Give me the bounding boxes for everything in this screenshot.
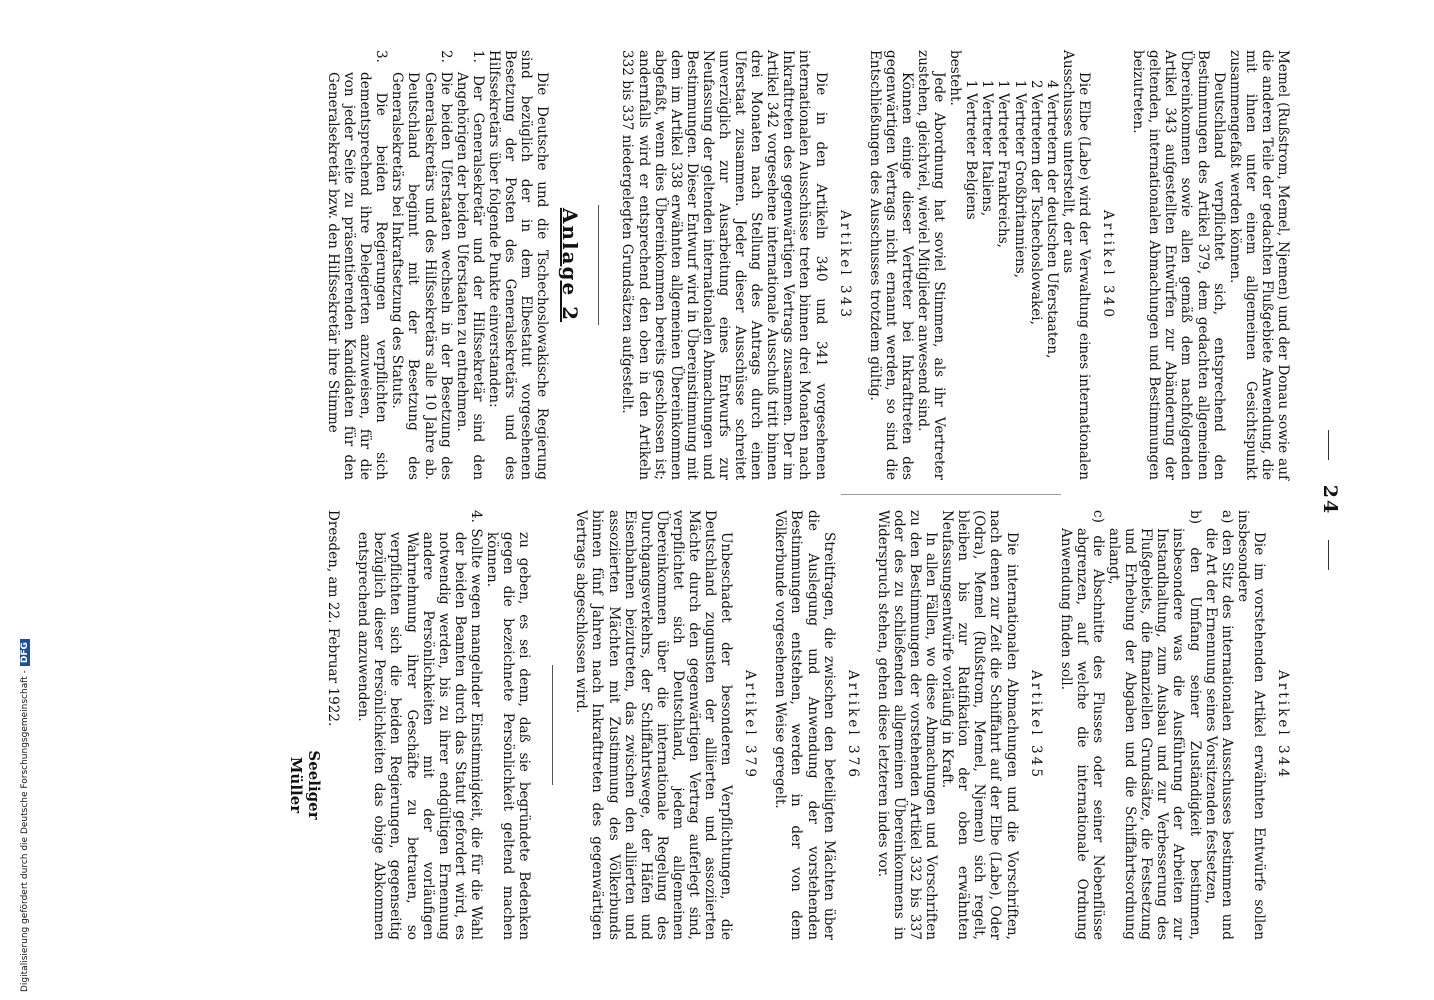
signer-name: Seeliger xyxy=(305,750,324,820)
article-344-item-b: b) den Umfang seiner Zuständigkeit bestimmen, insbesondere was die Ausführung der Arbeiten zur Instandhaltung, zum Ausbau und zur Verbesserung des Flußgebiets, die finanziellen Grundsätze, die Festsetzung und Erhebung der Abgaben und die Schiffahrtsordnung anlangt, xyxy=(1106,510,1203,940)
article-344-item-a: a) den Sitz des internationalen Ausschusses bestimmen und die Art der Ernennung seines Vorsitzenden festsetzen, xyxy=(1202,510,1235,940)
page-number: 24 xyxy=(1319,484,1341,516)
anlage-point-2: 2. Die beiden Uferstaaten wechseln in der Besetzung des Generalsekretärs und des Hilfssekretärs alle 10 Jahre ab. Deutschland beginnt mit der Besetzung des Generalsekretärs bei Inkraftsetzung des Statuts. xyxy=(389,50,454,480)
article-340-paragraph-1: Jede Abordnung hat soviel Stimmen, als ihr Vertreter zustehen, gleichviel, wieviel Mitglieder anwesend sind. xyxy=(915,50,948,480)
article-376-paragraph: Streitfragen, die zwischen den beteiligten Mächten über die Auslegung und Anwendung der vorstehenden Bestimmungen entstehen, werden in der von dem Völkerbunde vorgesehenen Weise geregelt. xyxy=(772,510,837,940)
article-340-paragraph-2: Können einige dieser Vertreter bei Inkrafttreten des gegenwärtigen Vertrags nicht ernannt werden, so sind die Entschließungen des Ausschusses trotzdem gültig. xyxy=(866,50,915,480)
section-divider xyxy=(598,205,599,325)
article-376-heading: Artikel 376 xyxy=(844,669,861,781)
article-344-heading: Artikel 344 xyxy=(1275,669,1291,781)
header-dash-left xyxy=(1328,430,1329,460)
anlage-point-1: 1. Der Generalsekretär und der Hilfssekretär sind den Angehörigen der beiden Uferstaaten zu entnehmen. xyxy=(453,50,486,480)
article-344-intro: Die im vorstehenden Artikel erwähnten Entwürfe sollen insbesondere xyxy=(1234,510,1267,940)
article-345-paragraph-2: In allen Fällen, wo diese Abmachungen und Vorschriften zu den Bestimmungen der vorstehenden Artikel 332 bis 337 oder des zu schließenden allgemeinen Übereinkommens in Widerspruch stehen, gehen diese letzteren indes vor. xyxy=(874,510,940,940)
document-page xyxy=(11,50,1341,950)
article-340-heading: Artikel 340 xyxy=(1100,209,1117,321)
place-date: Dresden, am 22. Februar 1922. xyxy=(325,510,342,727)
column-left xyxy=(325,50,1291,480)
header-dash-right xyxy=(1328,540,1329,570)
article-379-heading: Artikel 379 xyxy=(742,669,759,781)
member-item: 2 Vertretern der Tschechoslowakei, xyxy=(1027,80,1044,325)
article-343-heading: Artikel 343 xyxy=(836,209,853,321)
column-right xyxy=(287,510,1291,940)
article-343-paragraph: Die in den Artikeln 340 und 341 vorgesehenen internationalen Ausschüsse treten binnen drei Monaten nach Inkrafttreten des gegenwärtigen Vertrags zusammen. Der im Artikel 342 vorgesehene internationale Ausschuß tritt binnen drei Monaten nach Stellung des Antrags durch einen Uferstaat zusammen. Jeder dieser Ausschüsse schreitet unverzüglich zur Ausarbeitung eines Entwurfs zur Neufassung der geltenden internationalen Abmachungen und Bestimmungen. Dieser Entwurf wird in Übereinstimmung mit dem im Artikel 338 erwähnten allgemeinen Übereinkommen abgefaßt, wenn dies Übereinkommen bereits geschlossen ist; andernfalls wird er entsprechend den oben in den Artikeln 332 bis 337 niedergelegten Grundsätzen aufgestellt. xyxy=(619,50,829,480)
member-item: 1 Vertreter Italiens, xyxy=(979,80,996,217)
article-345-paragraph-1: Die internationalen Abmachungen und die Vorschriften, nach denen zur Zeit die Schiffahrt auf der Elbe (Labe), Oder (Odra), Memel (Rußstrom, Memel, Njemen) sich regelt, bleiben bis zur Ratifikation der oben erwähnten Neufassungsentwürfe vorläufig in Kraft. xyxy=(939,510,1020,940)
member-item: 1 Vertreter Belgiens xyxy=(963,80,980,220)
anlage-intro: Die Deutsche und die Tschechoslowakische Regierung sind bezüglich der in dem Elbestatut vorgesehenen Besetzung der Posten des Generalsekretärs und des Hilfssekretärs über folgende Punkte einverstanden: xyxy=(485,50,551,480)
member-item: 4 Vertretern der deutschen Uferstaaten, xyxy=(1043,80,1060,359)
article-340-intro: Die Elbe (Labe) wird der Verwaltung eines internationalen Ausschusses unterstellt, der aus xyxy=(1059,50,1092,480)
signatories xyxy=(287,510,323,940)
article-344-item-c: c) die Abschnitte des Flusses oder seiner Nebenflüsse abgrenzen, auf welche die internationale Ordnung Anwendung finden soll. xyxy=(1057,510,1106,940)
member-item: 1 Vertreter Frankreichs, xyxy=(995,80,1012,248)
credit-text: Digitalisierung gefördert durch die Deutsche Forschungsgemeinschaft - xyxy=(20,670,30,992)
intro-paragraph-2: Deutschland verpflichtet sich, entsprechend den Bestimmungen des Artikel 379, dem gedachten allgemeinen Übereinkommen sowie allen gemäß dem nachfolgenden Artikel 343 aufgestellten Entwürfen zur Abänderung der geltenden, internationalen Abmachungen und Bestimmungen beizutreten. xyxy=(1130,50,1227,480)
section-divider xyxy=(552,665,553,785)
intro-paragraph-1: Memel (Rußstrom, Memel, Njemen) und der Donau sowie auf die anderen Teile der gedachten Flußgebiete Anwendung, die mit ihnen unter einem allgemeinen Gesichtspunkt zusammengefaßt werden können. xyxy=(1226,50,1291,480)
article-379-paragraph: Unbeschadet der besonderen Verpflichtungen, die Deutschland zugunsten der alliierten und assoziierten Mächte durch den gegenwärtigen Vertrag auferlegt sind, verpflichtet sich Deutschland, jedem allgemeinen Übereinkommen über die internationale Regelung des Durchgangsverkehrs, der Schiffahrtswege, der Häfen und Eisenbahnen beizutreten, das zwischen den alliierten und assoziierten Mächten mit Zustimmung des Völkerbunds binnen fünf Jahren nach Inkrafttreten des gegenwärtigen Vertrags abgeschlossen wird. xyxy=(573,510,735,940)
article-340-besteht: besteht. xyxy=(947,50,964,106)
dfg-logo: DFG xyxy=(20,639,30,666)
member-item: 1 Vertreter Großbritanniens, xyxy=(1011,80,1028,279)
anlage-point-3-continued: zu geben, es sei denn, daß sie begründete Bedenken gegen die bezeichnete Persönlichkeit geltend machen können. xyxy=(484,532,533,940)
anlage-heading: Anlage 2 xyxy=(558,207,583,323)
column-divider xyxy=(841,494,1061,495)
anlage-point-4: 4. Sollte wegen mangelnder Einstimmigkeit, die für die Wahl der beiden Beamten durch das Statut gefordert wird, es notwendig werden, bis zu ihrer endgültigen Ernennung andere Persönlichkeiten mit der vorläufigen Wahrnehmung ihrer Geschäfte zu betrauen, so verpflichten sich die beiden Regierungen, gegenseitig bezüglich dieser Persönlichkeiten das obige Abkommen entsprechend anzuwenden. xyxy=(355,510,484,940)
page-header xyxy=(1301,50,1341,950)
article-345-heading: Artikel 345 xyxy=(1027,669,1044,781)
signer-name: Müller xyxy=(287,756,306,814)
anlage-point-3: 3. Die beiden Regierungen verpflichten sich dementsprechend ihre Delegierten anzuweisen, für die von jeder Seite zu präsentierenden Kandidaten für den Generalsekretär bzw. den Hilfssekretär ihre Stimme xyxy=(325,50,390,480)
digitization-credit xyxy=(20,639,30,992)
article-340-members xyxy=(963,50,1060,480)
